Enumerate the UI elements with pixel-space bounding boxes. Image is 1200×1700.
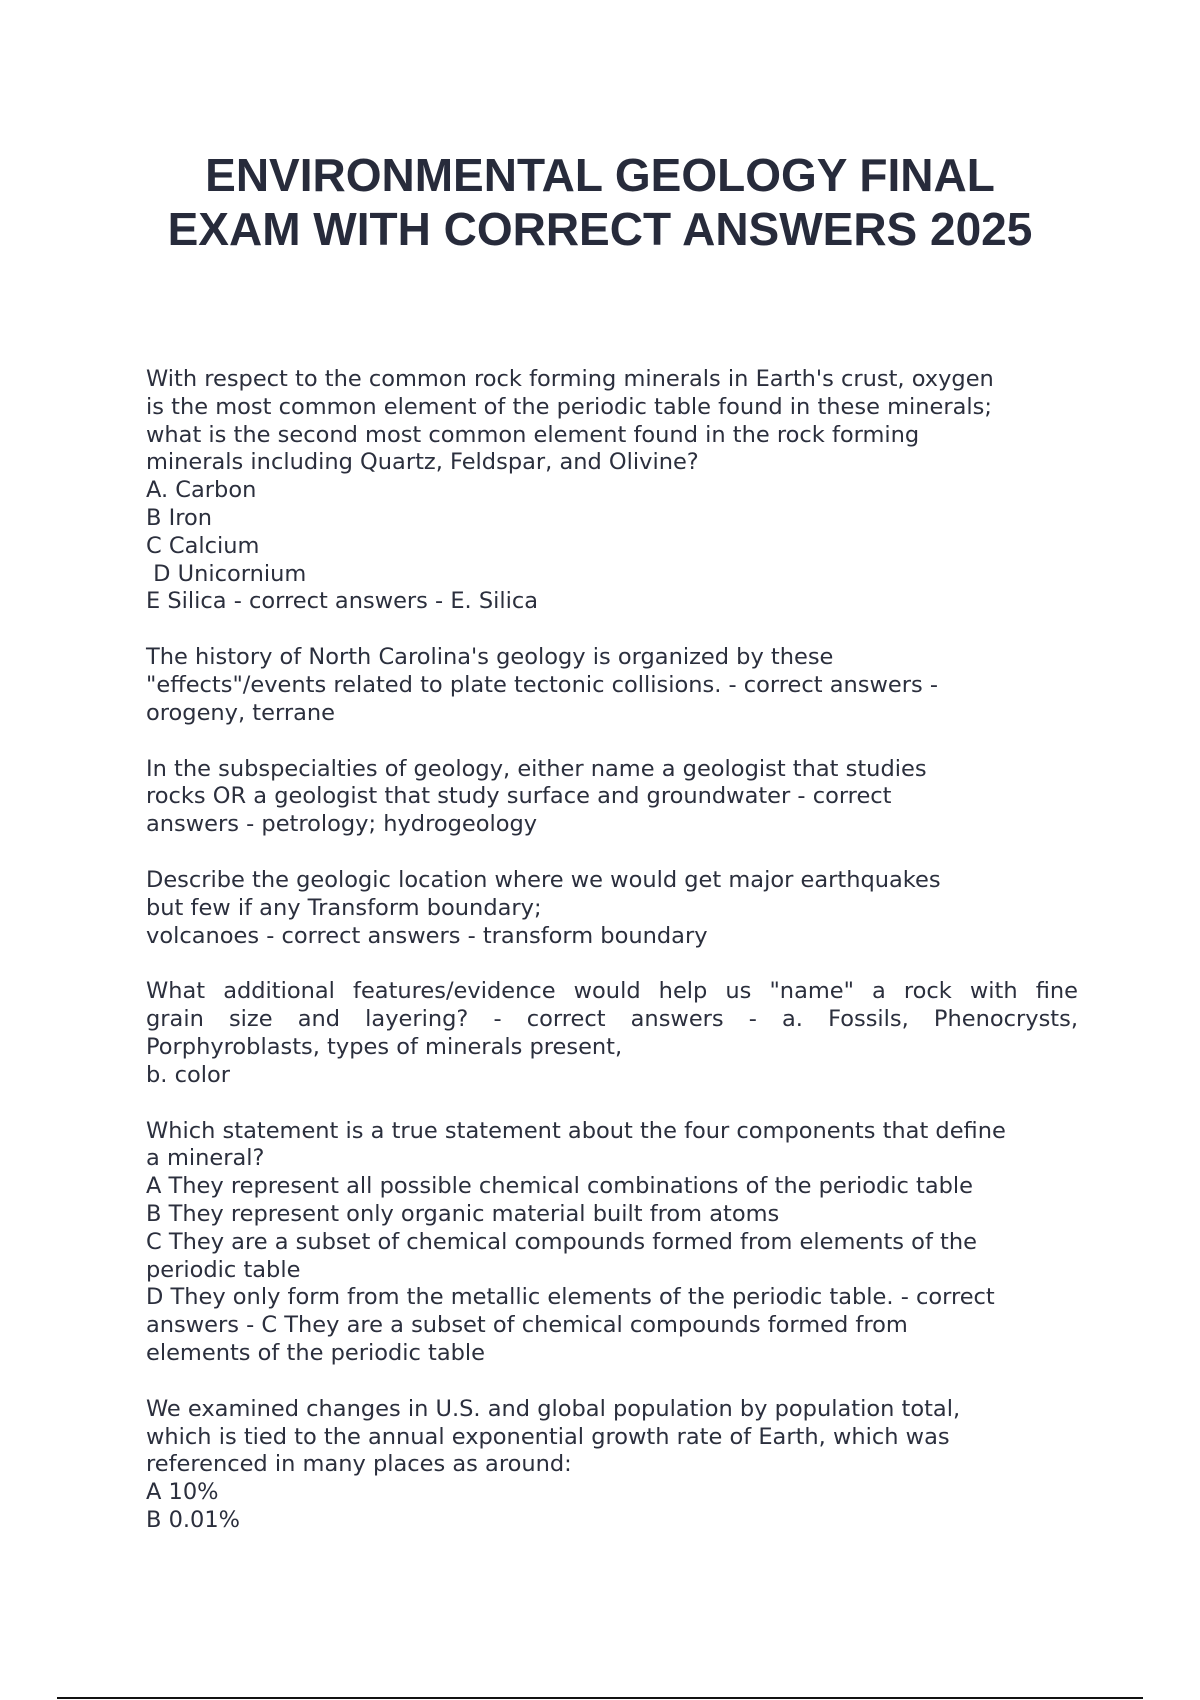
- question-text-line: "effects"/events related to plate tectonic collisions. - correct answers -: [146, 671, 938, 698]
- question-text-line: In the subspecialties of geology, either name a geologist that studies: [146, 755, 927, 782]
- correct-answer-line: volcanoes - correct answers - transform boundary: [146, 922, 708, 949]
- question-text-line: a mineral?: [146, 1145, 265, 1172]
- correct-answer-line: answers - C They are a subset of chemical compounds formed from: [146, 1312, 908, 1339]
- question-block-7: [146, 1396, 1078, 1535]
- question-block-3: [146, 756, 1078, 839]
- correct-answer-line: grain size and layering? - correct answers - a. Fossils, Phenocrysts,: [146, 1006, 1078, 1033]
- answer-option: C Calcium: [146, 532, 260, 559]
- question-text-line: We examined changes in U.S. and global population by population total,: [146, 1395, 961, 1422]
- answer-option: C They are a subset of chemical compounds formed from elements of the: [146, 1228, 977, 1255]
- question-block-2: [146, 644, 1078, 727]
- question-text-line: Which statement is a true statement about the four components that define: [146, 1117, 1006, 1144]
- answer-option: B Iron: [146, 504, 213, 531]
- question-text-line: What additional features/evidence would help us "name" a rock with fine: [146, 978, 1078, 1005]
- question-text-line: The history of North Carolina's geology is organized by these: [146, 644, 834, 671]
- answer-option: A. Carbon: [146, 477, 257, 504]
- question-block-1: [146, 366, 1078, 616]
- answer-option: D Unicornium: [146, 560, 307, 587]
- question-text-line: is the most common element of the periodic table found in these minerals;: [146, 393, 992, 420]
- question-block-6: [146, 1118, 1078, 1368]
- footer-divider: [57, 1697, 1143, 1699]
- answer-option: periodic table: [146, 1256, 301, 1283]
- answer-option: A 10%: [146, 1479, 219, 1506]
- answer-option: A They represent all possible chemical combinations of the periodic table: [146, 1173, 974, 1200]
- correct-answer-line: elements of the periodic table: [146, 1339, 486, 1366]
- answer-option-with-correct-answer: E Silica - correct answers - E. Silica: [146, 588, 539, 615]
- correct-answer-line: Porphyroblasts, types of minerals present,: [146, 1033, 623, 1060]
- question-text-line: With respect to the common rock forming minerals in Earth's crust, oxygen: [146, 366, 994, 392]
- answer-option: B They represent only organic material built from atoms: [146, 1200, 780, 1227]
- question-text-line: rocks OR a geologist that study surface and groundwater - correct: [146, 783, 892, 810]
- question-block-4: [146, 867, 1078, 950]
- title-line-1: ENVIRONMENTAL GEOLOGY FINAL: [205, 149, 995, 201]
- question-text-line: which is tied to the annual exponential growth rate of Earth, which was: [146, 1423, 950, 1450]
- correct-answer-line: answers - petrology; hydrogeology: [146, 811, 538, 838]
- answer-option: B 0.01%: [146, 1506, 241, 1533]
- question-text-line: Describe the geologic location where we would get major earthquakes: [146, 866, 941, 893]
- question-text-line: referenced in many places as around:: [146, 1451, 572, 1478]
- question-text-line: minerals including Quartz, Feldspar, and Olivine?: [146, 449, 699, 476]
- answer-option-with-correct-answer: D They only form from the metallic elements of the periodic table. - correct: [146, 1284, 995, 1311]
- page-title: [100, 148, 1100, 256]
- correct-answer-line: b. color: [146, 1061, 230, 1088]
- question-block-5: [146, 978, 1078, 1089]
- question-list: [146, 366, 1078, 1563]
- question-text-line: but few if any Transform boundary;: [146, 894, 542, 921]
- correct-answer-line: orogeny, terrane: [146, 699, 335, 726]
- title-line-2: EXAM WITH CORRECT ANSWERS 2025: [167, 203, 1033, 255]
- question-text-line: what is the second most common element found in the rock forming: [146, 421, 920, 448]
